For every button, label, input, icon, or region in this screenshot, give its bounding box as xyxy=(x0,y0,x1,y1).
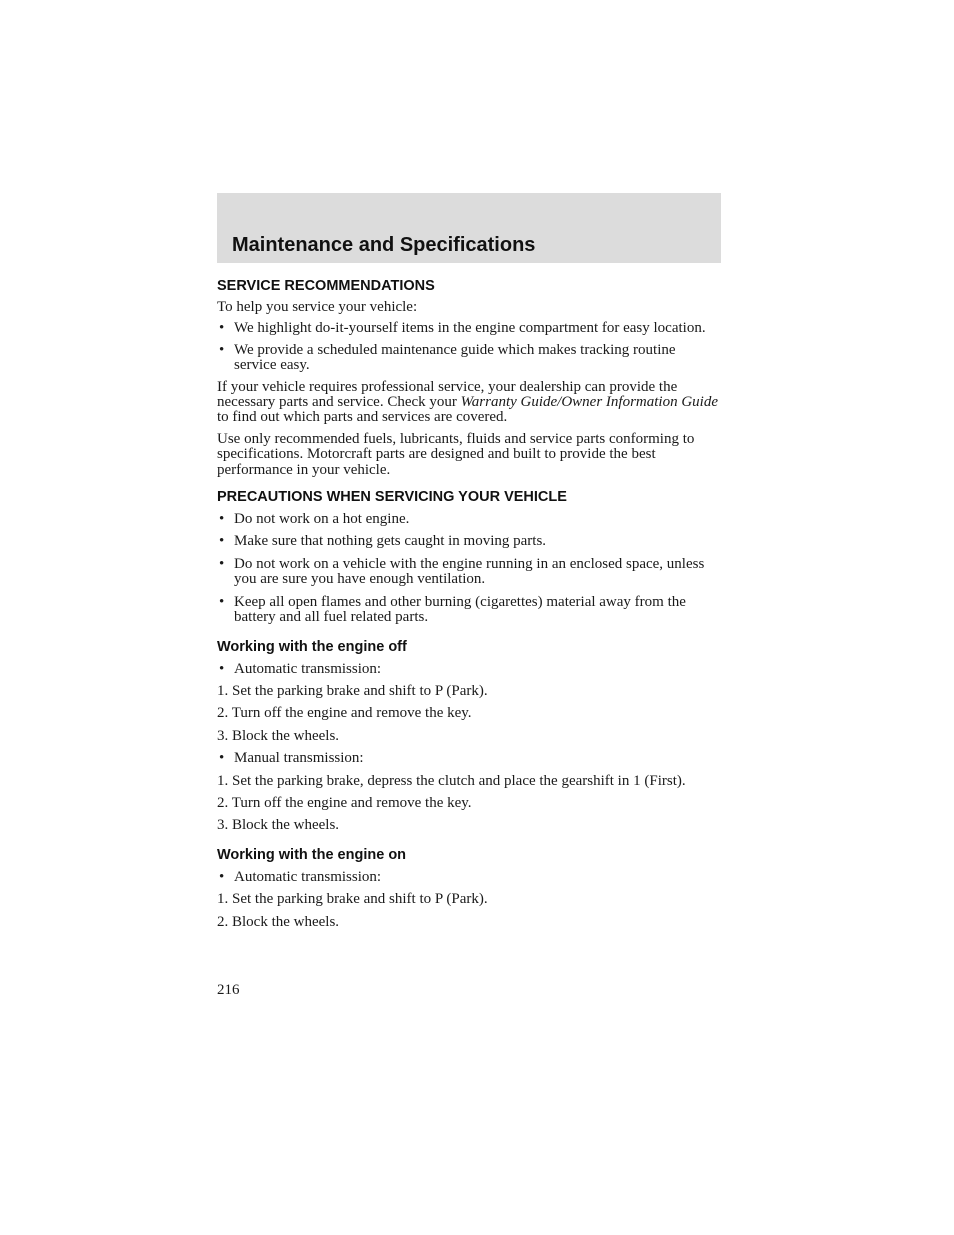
step-item: 2. Turn off the engine and remove the key. xyxy=(217,705,472,722)
list-item xyxy=(217,321,721,336)
paragraph-text: to find out which parts and services are covered. xyxy=(217,409,508,426)
list-item-text: We provide a scheduled maintenance guide which makes tracking routine service easy. xyxy=(234,341,676,374)
bullet-icon: • xyxy=(219,320,225,337)
list-item xyxy=(217,595,721,626)
paragraph-text: If your vehicle requires professional service, your dealership can provide the necessary parts and service. Check your xyxy=(217,378,678,411)
step-item: 1. Set the parking brake and shift to P (Park). xyxy=(217,891,488,908)
list-item xyxy=(217,557,721,588)
step-item: 1. Set the parking brake and shift to P (Park). xyxy=(217,682,488,699)
list-item xyxy=(217,534,721,549)
page-title: Maintenance and Specifications xyxy=(232,234,536,256)
list-item xyxy=(217,751,721,766)
list-item-text: Do not work on a vehicle with the engine running in an enclosed space, unless you are sure you have enough ventilation. xyxy=(234,555,705,588)
list-item-text: Make sure that nothing gets caught in moving parts. xyxy=(234,533,547,550)
main-content xyxy=(217,276,721,930)
list-item-text: Manual transmission: xyxy=(234,750,364,767)
list-item-text: Do not work on a hot engine. xyxy=(234,511,410,528)
page-number: 216 xyxy=(217,982,240,998)
service-intro: To help you service your vehicle: xyxy=(217,299,418,315)
engine-on-heading: Working with the engine on xyxy=(217,846,407,863)
warranty-guide-title: Warranty Guide/Owner Information Guide xyxy=(460,394,719,411)
engine-off-heading: Working with the engine off xyxy=(217,638,407,655)
service-recommendations-heading: SERVICE RECOMMENDATIONS xyxy=(217,278,435,294)
list-item-text: Keep all open flames and other burning (cigarettes) material away from the battery and all fuel related parts. xyxy=(234,593,686,626)
list-item xyxy=(217,512,721,527)
list-item xyxy=(217,343,721,374)
bullet-icon: • xyxy=(219,511,225,528)
list-item xyxy=(217,870,721,885)
step-item: 3. Block the wheels. xyxy=(217,727,340,744)
bullet-icon: • xyxy=(219,341,225,358)
professional-service-paragraph xyxy=(217,380,721,426)
step-item: 1. Set the parking brake, depress the clutch and place the gearshift in 1 (First). xyxy=(217,772,686,789)
bullet-icon: • xyxy=(219,868,225,885)
bullet-icon: • xyxy=(219,750,225,767)
bullet-icon: • xyxy=(219,555,225,572)
list-item-text: Automatic transmission: xyxy=(234,660,382,677)
step-item: 2. Block the wheels. xyxy=(217,913,340,930)
list-item-text: We highlight do-it-yourself items in the engine compartment for easy location. xyxy=(234,320,706,337)
list-item xyxy=(217,662,721,677)
bullet-icon: • xyxy=(219,533,225,550)
recommended-parts-paragraph: Use only recommended fuels, lubricants, fluids and service parts conforming to specifications. Motorcraft parts are designed and built to provide the best performance in your vehicle. xyxy=(217,430,695,478)
precautions-heading: PRECAUTIONS WHEN SERVICING YOUR VEHICLE xyxy=(217,489,567,506)
section-header-band xyxy=(217,193,721,263)
bullet-icon: • xyxy=(219,660,225,677)
list-item-text: Automatic transmission: xyxy=(234,868,382,885)
step-item: 2. Turn off the engine and remove the key. xyxy=(217,794,472,811)
step-item: 3. Block the wheels. xyxy=(217,817,340,834)
bullet-icon: • xyxy=(219,593,225,610)
